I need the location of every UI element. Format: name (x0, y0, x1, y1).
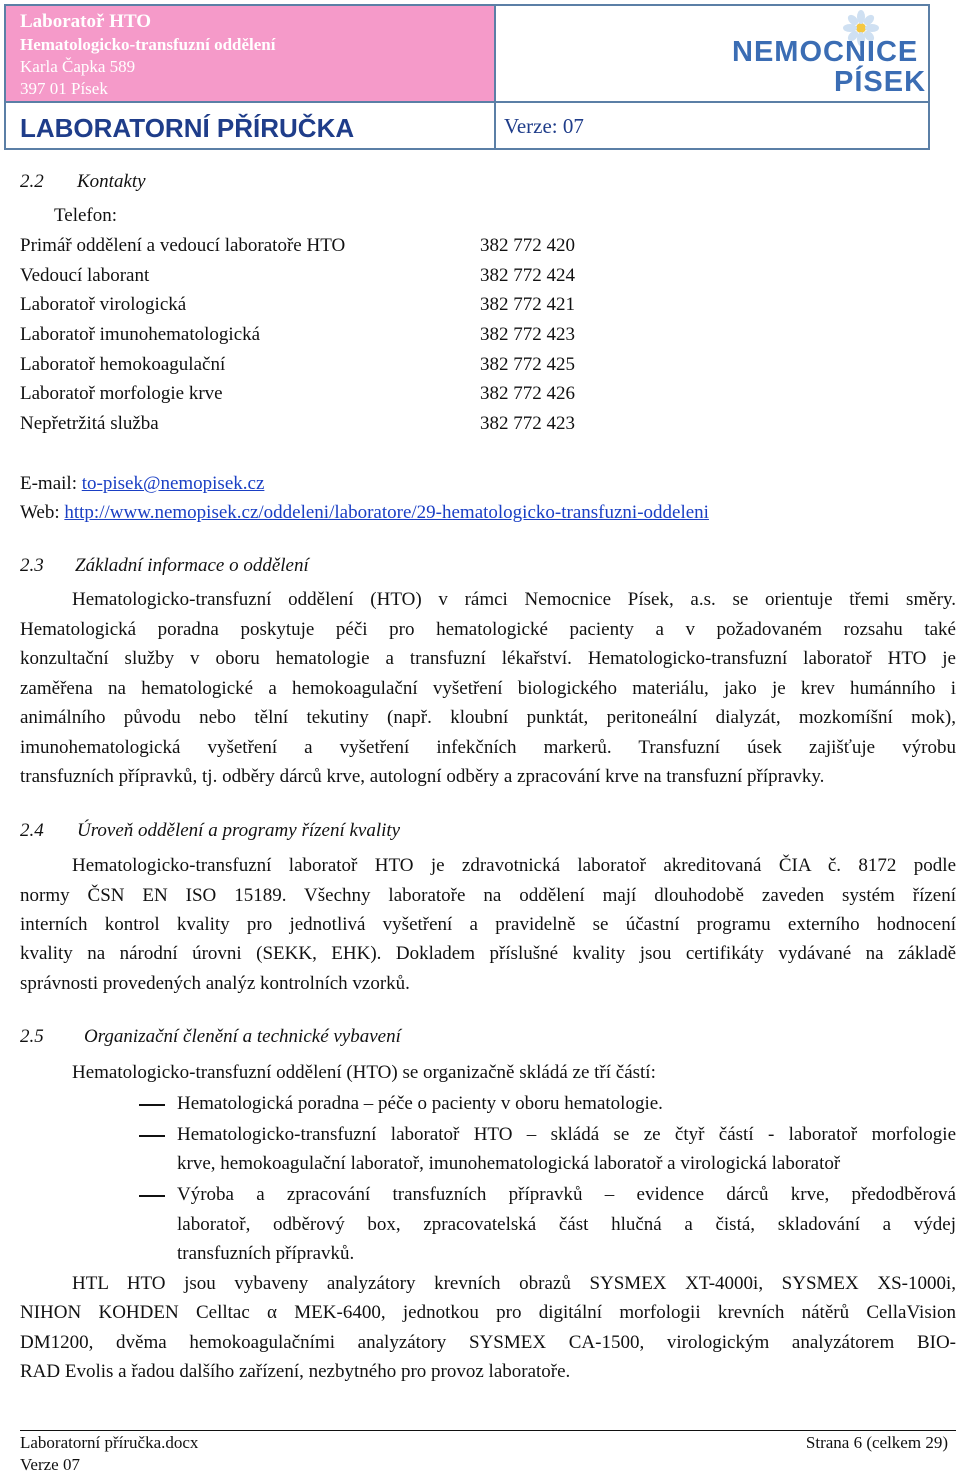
section-2-3-title: Základní informace o oddělení (75, 555, 309, 576)
contact-phone: 382 772 423 (480, 324, 575, 345)
contact-name: Laboratoř virologická (20, 294, 187, 315)
section-2-4-title: Úroveň oddělení a programy řízení kvality (77, 820, 401, 841)
bullet-line: laboratoř, odběrový box, zpracovatelská část hlučná a čistá, skladování a výdej (177, 1214, 956, 1235)
contact-phone: 382 772 421 (480, 294, 575, 315)
contact-name: Primář oddělení a vedoucí laboratoře HTO (20, 235, 346, 256)
document-header (4, 4, 930, 150)
section-2-5-number: 2.5 (20, 1026, 44, 1047)
document-title: LABORATORNÍ PŘÍRUČKA (6, 103, 496, 148)
contact-phone: 382 772 426 (480, 383, 575, 404)
section-2-4-line: Hematologicko-transfuzní laboratoř HTO je zdravotnická laboratoř akreditovaná ČIA č. 8172 podle (72, 855, 956, 876)
section-2-5-line: HTL HTO jsou vybaveny analyzátory krevních obrazů SYSMEX XT-4000i, SYSMEX XS-1000i, (72, 1273, 956, 1294)
email-row (20, 473, 264, 495)
contact-name: Laboratoř imunohematologická (20, 324, 261, 345)
web-row (20, 502, 709, 524)
section-2-3-line: animálního původu nebo tělní tekutiny (např. kloubní punktát, peritoneální dialyzát, mozkomíšní mok), (20, 707, 956, 728)
section-2-5-intro: Hematologicko-transfuzní oddělení (HTO) se organizačně skládá ze tří částí: (72, 1062, 656, 1083)
contact-name: Laboratoř hemokoagulační (20, 354, 226, 375)
section-2-4-line: interních kontrol kvality pro jednotlivá vyšetření a pravidelně se účastní programu externího hodnocení (20, 914, 956, 935)
street-address: Karla Čapka 589 (20, 57, 136, 76)
header-version: Verze: 07 (504, 114, 584, 138)
footer-version: Verze 07 (20, 1455, 80, 1474)
section-2-2-number: 2.2 (20, 171, 44, 192)
bullet-dash (139, 1195, 165, 1197)
bullet-dash (139, 1104, 165, 1106)
city-address: 397 01 Písek (20, 79, 108, 98)
email-link[interactable]: to-pisek@nemopisek.cz (81, 473, 265, 494)
contact-phone: 382 772 424 (480, 265, 575, 286)
section-2-4-line: normy ČSN EN ISO 15189. Všechny laboratoře na oddělení mají dlouhodobě zaveden systém řízení (20, 885, 956, 906)
section-2-2-title: Kontakty (77, 171, 146, 192)
bullet-dash (139, 1135, 165, 1137)
section-2-4-line: správnosti provedených analýz kontrolních vzorků. (20, 973, 410, 994)
web-label: Web: (20, 502, 60, 523)
contact-name: Nepřetržitá služba (20, 413, 159, 434)
logo-text-pisek: PÍSEK (834, 66, 927, 98)
section-2-5-line: NIHON KOHDEN Celltac α MEK-6400, jednotkou pro digitální morfologii krevních nátěrů CellaVision (20, 1302, 956, 1323)
bullet-line: Hematologická poradna – péče o pacienty v oboru hematologie. (177, 1093, 663, 1114)
bullet-line: Hematologicko-transfuzní laboratoř HTO – skládá se ze čtyř částí - laboratoř morfologie (177, 1124, 956, 1145)
email-label: E-mail: (20, 473, 77, 494)
hospital-logo (496, 6, 928, 103)
phone-label: Telefon: (54, 205, 118, 226)
footer-filename: Laboratorní příručka.docx (20, 1433, 199, 1452)
contact-name: Vedoucí laborant (20, 265, 150, 286)
section-2-4-number: 2.4 (20, 820, 44, 841)
section-2-3-line: Hematologicko-transfuzní oddělení (HTO) v rámci Nemocnice Písek, a.s. se orientuje třemi směry. (72, 589, 956, 610)
logo-text-nemocnice: NEMOCNICE (732, 36, 919, 68)
lab-address-block (6, 6, 496, 103)
bullet-line: transfuzních přípravků. (177, 1243, 355, 1264)
section-2-5-line: DM1200, dvěma hemokoagulačními analyzátory SYSMEX CA-1500, virologickým analyzátorem BIO- (20, 1332, 956, 1353)
section-2-3-line: zaměřena na hematologické a hemokoagulační vyšetření biologického materiálu, jako je krev humánního i (20, 678, 956, 699)
lab-name: Laboratoř HTO (20, 11, 152, 32)
section-2-3-number: 2.3 (20, 555, 44, 576)
web-link[interactable]: http://www.nemopisek.cz/oddeleni/laboratore/29-hematologicko-transfuzni-oddeleni (64, 502, 709, 523)
contact-phone: 382 772 425 (480, 354, 575, 375)
section-2-3-line: konzultační služby v oboru hematologie a transfuzní lékařství. Hematologicko-transfuzní laboratoř HTO je (20, 648, 956, 669)
department-name: Hematologicko-transfuzní oddělení (20, 35, 276, 54)
section-2-3-line: transfuzních přípravků, tj. odběry dárců krve, autologní odběry a zpracování krve na transfuzní přípravky. (20, 766, 825, 787)
footer-page-number: Strana 6 (celkem 29) (805, 1433, 948, 1452)
section-2-3-line: imunohematologická vyšetření a vyšetření infekčních markerů. Transfuzní úsek zajišťuje výrobu (20, 737, 956, 758)
contact-name: Laboratoř morfologie krve (20, 383, 223, 404)
section-2-5-line: RAD Evolis a řadou dalšího zařízení, nezbytného pro provoz laboratoře. (20, 1361, 571, 1382)
section-2-3-line: Hematologická poradna poskytuje péči pro hematologické pacienty a v požadovaném rozsahu také (20, 619, 956, 640)
contact-phone: 382 772 420 (480, 235, 575, 256)
footer-divider (20, 1430, 956, 1431)
bullet-line: krve, hemokoagulační laboratoř, imunohematologická laboratoř a virologická laboratoř (177, 1153, 841, 1174)
bullet-line: Výroba a zpracování transfuzních přípravků – evidence dárců krve, předodběrová (177, 1184, 956, 1205)
section-2-4-line: kvality na národní úrovni (SEKK, EHK). Dokladem příslušné kvality jsou certifikáty vydávané na základě (20, 943, 956, 964)
contact-phone: 382 772 423 (480, 413, 575, 434)
section-2-5-title: Organizační členění a technické vybavení (84, 1026, 401, 1047)
